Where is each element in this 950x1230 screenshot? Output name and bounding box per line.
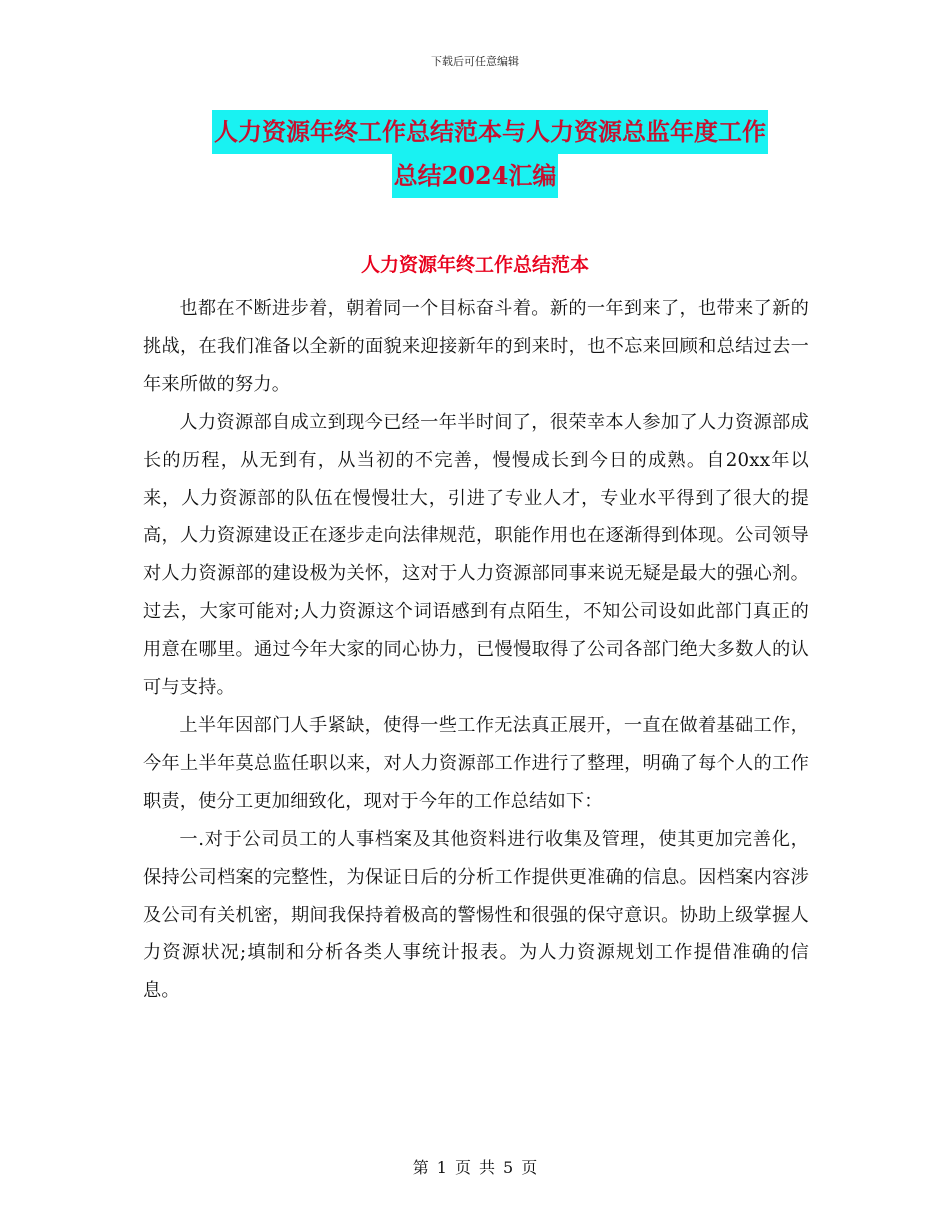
page-footer (0, 1155, 950, 1178)
footer-total-unit: 页 (521, 1158, 538, 1177)
paragraph: 人力资源部自成立到现今已经一年半时间了，很荣幸本人参加了人力资源部成长的历程，从无到有，从当初的不完善，慢慢成长到今日的成熟。自20xx年以来，人力资源部的队伍在慢慢壮大，引进了专业人才，专业水平得到了很大的提高，人力资源建设正在逐步走向法律规范，职能作用也在逐渐得到体现。公司领导对人力资源部的建设极为关怀，这对于人力资源部同事来说无疑是最大的强心剂。过去，大家可能对;人力资源这个词语感到有点陌生，不知公司设如此部门真正的用意在哪里。通过今年大家的同心协力，已慢慢取得了公司各部门绝大多数人的认可与支持。 (143, 411, 809, 699)
document-title-line-2: 总结2024汇编 (392, 154, 559, 198)
paragraph: 上半年因部门人手紧缺，使得一些工作无法真正展开，一直在做着基础工作，今年上半年莫总监任职以来，对人力资源部工作进行了整理，明确了每个人的工作职责，使分工更加细致化，现对于今年的工作总结如下： (143, 714, 809, 812)
footer-page-unit: 页 (454, 1158, 471, 1177)
page-header-note: 下载后可任意编辑 (431, 55, 519, 68)
paragraph: 一.对于公司员工的人事档案及其他资料进行收集及管理，使其更加完善化，保持公司档案的完整性，为保证日后的分析工作提供更准确的信息。因档案内容涉及公司有关机密，期间我保持着极高的警惕性和很强的保守意识。协助上级掌握人力资源状况;填制和分析各类人事统计报表。为人力资源规划工作提借准确的信息。 (143, 828, 809, 1002)
footer-page-label: 第 (412, 1158, 429, 1177)
paragraph: 也都在不断进步着，朝着同一个目标奋斗着。新的一年到来了，也带来了新的挑战，在我们准备以全新的面貌来迎接新年的到来时，也不忘来回顾和总结过去一年来所做的努力。 (143, 298, 809, 395)
footer-total-label: 共 (479, 1158, 496, 1177)
body-content (143, 290, 809, 1010)
footer-page-current: 1 (436, 1158, 447, 1177)
document-title-line-1: 人力资源年终工作总结范本与人力资源总监年度工作 (212, 110, 768, 154)
footer-page-total: 5 (503, 1158, 514, 1177)
section-heading: 人力资源年终工作总结范本 (360, 254, 589, 276)
document-title (0, 110, 950, 198)
